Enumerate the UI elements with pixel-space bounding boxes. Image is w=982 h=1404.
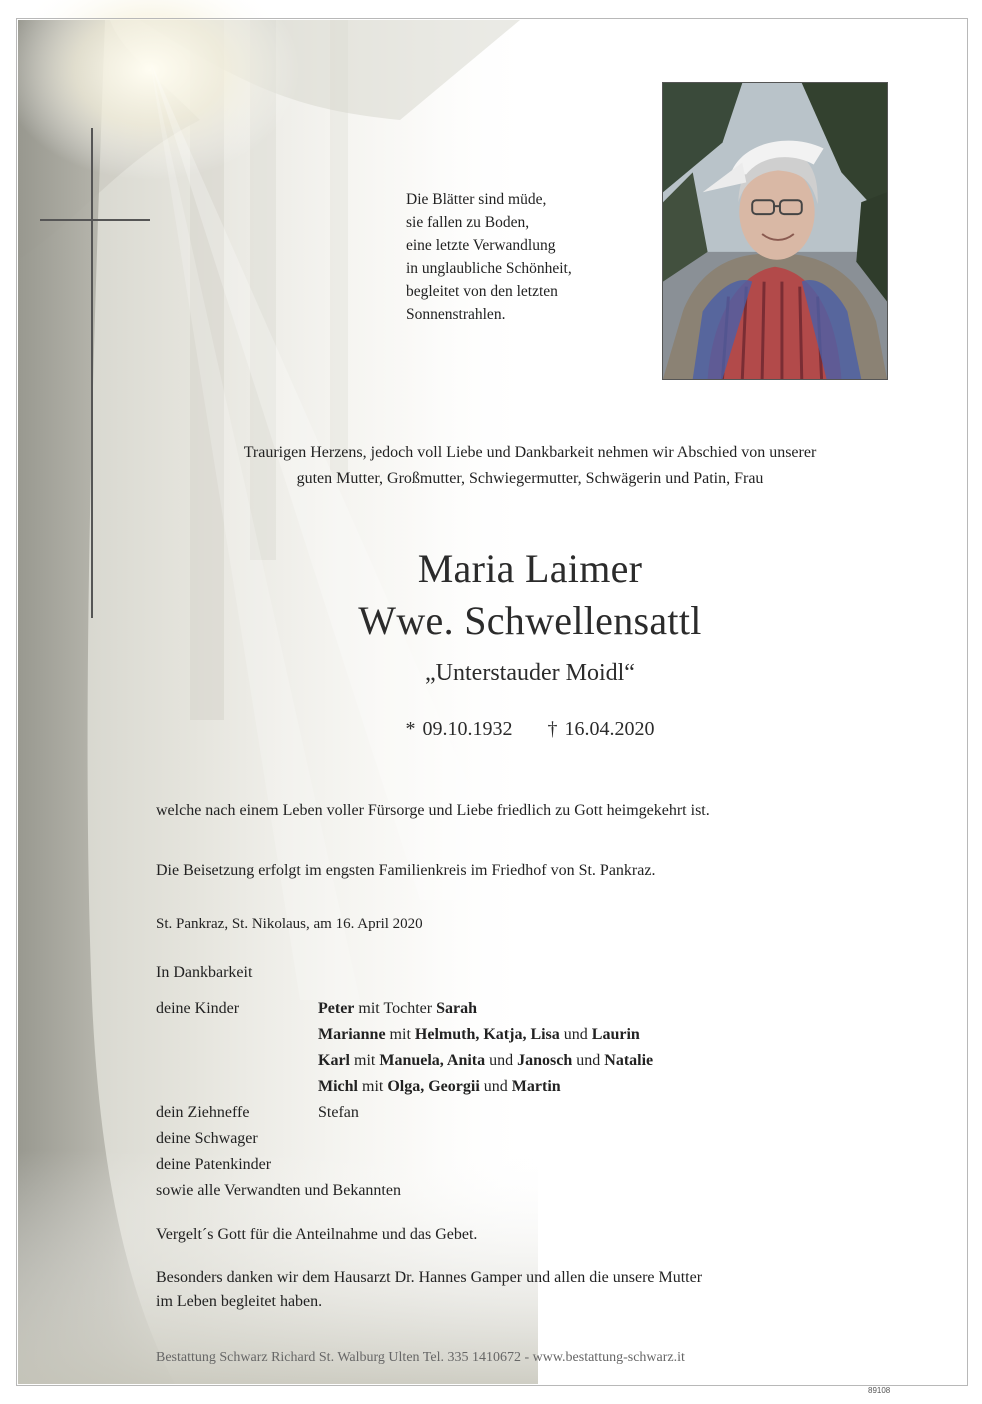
family-row (156, 1074, 916, 1100)
death-date: † 16.04.2020 (547, 718, 655, 740)
family-member-name: Janosch (517, 1052, 573, 1069)
family-label: deine Kinder (156, 1000, 240, 1017)
nephew-name: Stefan (318, 1104, 359, 1121)
burial-text: Die Beisetzung erfolgt im engsten Familienkreis im Friedhof von St. Pankraz. (156, 862, 656, 879)
family-member-name: Michl (318, 1078, 358, 1095)
special-thanks (156, 1266, 916, 1314)
family-row (156, 1178, 916, 1204)
family-member-name: Natalie (604, 1052, 654, 1069)
family-label: sowie alle Verwandten und Bekannten (156, 1182, 401, 1199)
family-member-name: Marianne (318, 1026, 386, 1043)
family-member-name: Peter (318, 1000, 355, 1017)
poem-line: begleitet von den letzten (406, 283, 558, 300)
connector-text: und (572, 1052, 605, 1069)
family-row (156, 1022, 916, 1048)
intro-line: Traurigen Herzens, jedoch voll Liebe und Dankbarkeit nehmen wir Abschied von unserer (243, 444, 817, 461)
print-code: 89108 (868, 1386, 891, 1395)
child-line (318, 1048, 653, 1074)
family-member-name: Helmuth, Katja, Lisa (414, 1026, 560, 1043)
intro-text (150, 440, 910, 492)
poem-line: sie fallen zu Boden, (406, 214, 530, 231)
connector-text: mit (358, 1078, 388, 1095)
birth-date: * 09.10.1932 (405, 718, 513, 740)
child-line (318, 1074, 561, 1100)
portrait-photo (662, 82, 888, 380)
connector-text: und (479, 1078, 512, 1095)
family-label: deine Schwager (156, 1130, 258, 1147)
place-date: St. Pankraz, St. Nikolaus, am 16. April 2020 (156, 916, 423, 932)
special-thanks-line: Besonders danken wir dem Hausarzt Dr. Hannes Gamper und allen die unsere Mutter (156, 1269, 703, 1286)
family-member-name: Olga, Georgii (387, 1078, 480, 1095)
poem (406, 188, 646, 326)
family-label: deine Patenkinder (156, 1156, 272, 1173)
family-member-name: Sarah (436, 1000, 477, 1017)
deceased-married-name: Wwe. Schwellensattl (358, 598, 702, 643)
family-member-name: Laurin (591, 1026, 640, 1043)
family-member-name: Martin (511, 1078, 561, 1095)
family-member-name: Karl (318, 1052, 350, 1069)
gratitude-heading: In Dankbarkeit (156, 964, 253, 981)
family-row (156, 1126, 916, 1152)
family-member-name: Manuela, Anita (379, 1052, 486, 1069)
family-label: dein Ziehneffe (156, 1104, 250, 1121)
child-line (318, 1022, 640, 1048)
intro-line: guten Mutter, Großmutter, Schwiegermutter, Schwägerin und Patin, Frau (296, 470, 764, 487)
cross-icon (40, 128, 150, 618)
nickname: „Unterstauder Moidl“ (425, 660, 635, 686)
connector-text: und (485, 1052, 518, 1069)
child-line (318, 996, 477, 1022)
undertaker-footer: Bestattung Schwarz Richard St. Walburg Ulten Tel. 335 1410672 - www.bestattung-schwarz.it (156, 1350, 685, 1365)
connector-text: und (559, 1026, 592, 1043)
special-thanks-line: im Leben begleitet haben. (156, 1293, 323, 1310)
family-row (156, 996, 916, 1022)
return-to-god-text: welche nach einem Leben voller Fürsorge und Liebe friedlich zu Gott heimgekehrt ist. (156, 802, 710, 819)
family-list (156, 996, 916, 1204)
connector-text: mit (350, 1052, 380, 1069)
thanks-text: Vergelt´s Gott für die Anteilnahme und das Gebet. (156, 1226, 478, 1243)
family-row (156, 1100, 916, 1126)
family-row (156, 1152, 916, 1178)
poem-line: in unglaubliche Schönheit, (406, 260, 572, 277)
connector-text: mit (385, 1026, 415, 1043)
connector-text: mit Tochter (354, 1000, 437, 1017)
poem-line: eine letzte Verwandlung (406, 237, 556, 254)
poem-line: Die Blätter sind müde, (406, 191, 547, 208)
deceased-name: Maria Laimer (417, 546, 643, 591)
family-row (156, 1048, 916, 1074)
life-dates (200, 718, 860, 741)
poem-line: Sonnenstrahlen. (406, 306, 506, 323)
